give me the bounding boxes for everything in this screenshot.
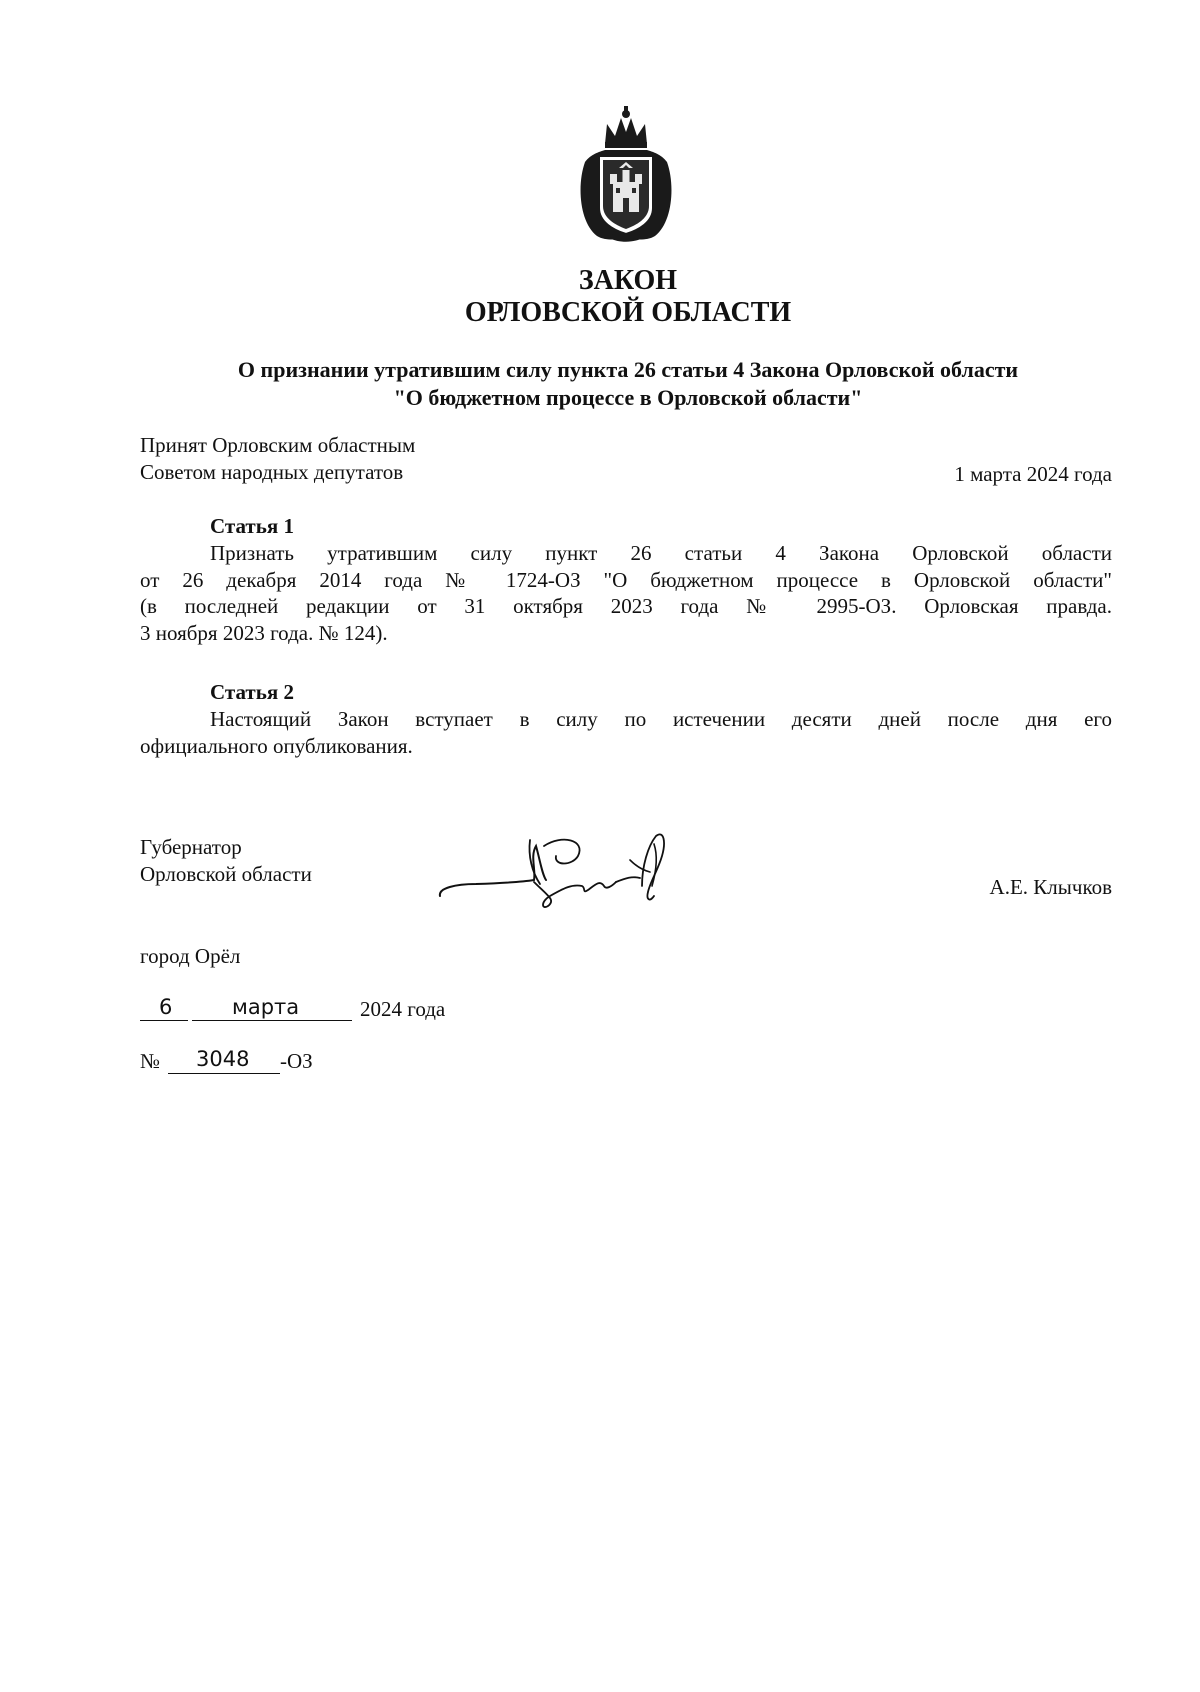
- date-year: 2024 года: [360, 997, 446, 1021]
- article-2-line: Настоящий Закон вступает в силу по истечении десяти дней после дня его: [210, 707, 1112, 731]
- title-line-2: ОРЛОВСКОЙ ОБЛАСТИ: [464, 297, 792, 328]
- signatory-name: А.Е. Клычков: [989, 875, 1112, 899]
- signatory-title-line-1: Губернатор: [140, 835, 242, 859]
- adopted-line-2: Советом народных депутатов: [140, 460, 404, 484]
- coat-of-arms-emblem: [577, 104, 675, 244]
- month-underline: [192, 1020, 352, 1021]
- article-1-line: Признать утратившим силу пункт 26 статьи 4 Закона Орловской области: [210, 541, 1112, 565]
- adopted-date: 1 марта 2024 года: [954, 462, 1112, 486]
- number-prefix: №: [140, 1049, 161, 1073]
- subtitle-line-2: "О бюджетном процессе в Орловской области": [393, 385, 863, 410]
- subtitle-line-1: О признании утратившим силу пункта 26 статьи 4 Закона Орловской области: [237, 357, 1019, 382]
- article-2-body: [140, 706, 1112, 759]
- article-1-heading: Статья 1: [210, 514, 294, 538]
- article-1-body: [140, 540, 1112, 646]
- date-month: марта: [232, 995, 300, 1019]
- document-title: [0, 265, 1200, 329]
- day-underline: [140, 1020, 188, 1021]
- article-1-line: 3 ноября 2023 года. № 124).: [140, 620, 388, 645]
- article-2-line: официального опубликования.: [140, 733, 413, 758]
- handwritten-signature: [436, 826, 691, 912]
- title-line-1: ЗАКОН: [578, 265, 678, 296]
- number-value: 3048: [196, 1047, 250, 1071]
- date-day: 6: [159, 995, 173, 1019]
- signatory-title-line-2: Орловской области: [140, 862, 312, 886]
- place-text: город Орёл: [140, 944, 241, 968]
- article-1-line: от 26 декабря 2014 года № 1724-ОЗ "О бюджетном процессе в Орловской области": [140, 567, 1112, 592]
- article-2-heading: Статья 2: [210, 680, 294, 704]
- adopted-line-1: Принят Орловским областным: [140, 433, 416, 457]
- number-suffix: -ОЗ: [280, 1049, 313, 1073]
- number-underline: [168, 1073, 280, 1074]
- document-subtitle: [0, 356, 1200, 412]
- article-1-line: (в последней редакции от 31 октября 2023 года № 2995-ОЗ. Орловская правда.: [140, 594, 1112, 619]
